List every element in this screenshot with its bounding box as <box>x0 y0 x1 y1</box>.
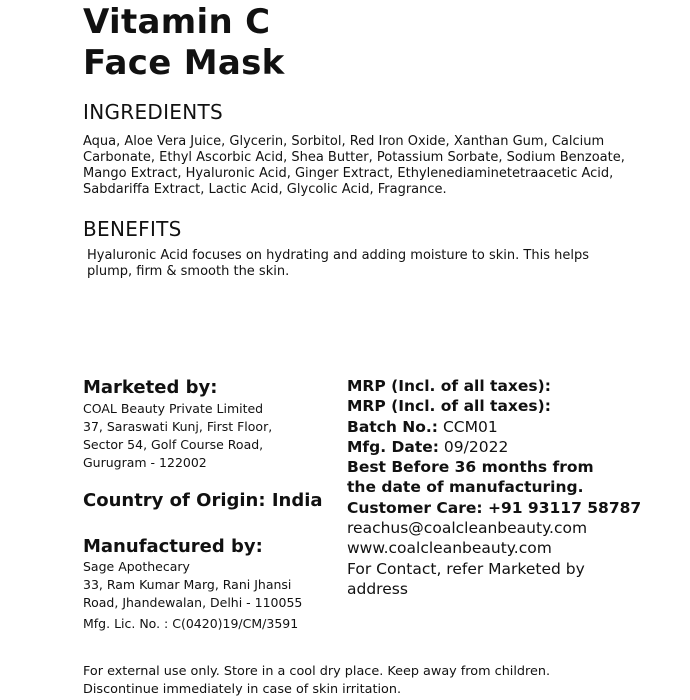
manufacturer-license: Mfg. Lic. No. : C(0420)19/CM/3591 <box>83 616 299 631</box>
customer-care: Customer Care: +91 93117 58787 <box>347 498 642 517</box>
country-of-origin: Country of Origin: India <box>83 490 323 511</box>
manufacturer-line: Road, Jhandewalan, Delhi - 110055 <box>83 595 303 610</box>
manufacturer-address <box>83 558 343 633</box>
website: www.coalcleanbeauty.com <box>347 539 552 558</box>
pricing-block <box>347 376 687 599</box>
batch-label: Batch No.: <box>347 417 439 436</box>
mfg-date <box>347 437 687 457</box>
product-title <box>83 2 285 84</box>
mrp-line: MRP (Incl. of all taxes): <box>347 377 551 395</box>
best-before-line: the date of manufacturing. <box>347 478 584 497</box>
marketer-heading: Marketed by: <box>83 377 218 398</box>
batch-number <box>347 417 687 437</box>
marketer-line: COAL Beauty Private Limited <box>83 401 264 416</box>
ingredients-heading: INGREDIENTS <box>83 100 223 124</box>
benefits-text: Hyaluronic Acid focuses on hydrating and adding moisture to skin. This helps plump, firm & smooth the skin. <box>87 248 589 279</box>
marketer-address <box>83 400 343 472</box>
manufacturer-line: 33, Ram Kumar Marg, Rani Jhansi <box>83 577 292 592</box>
title-line-2: Face Mask <box>83 43 285 83</box>
contact-note: For Contact, refer Marketed by <box>347 559 585 578</box>
marketer-line: Sector 54, Golf Course Road, <box>83 437 264 452</box>
marketer-line: 37, Saraswati Kunj, First Floor, <box>83 419 273 434</box>
mrp-line: MRP (Incl. of all taxes): <box>347 397 551 416</box>
marketer-line: Gurugram - 122002 <box>83 455 207 470</box>
mfg-label: Mfg. Date: <box>347 437 439 456</box>
manufacturer-block <box>83 536 343 633</box>
footer-line: Discontinue immediately in case of skin irritation. <box>83 682 402 697</box>
marketer-block <box>83 377 343 472</box>
contact-note: address <box>347 579 408 598</box>
manufacturer-line: Sage Apothecary <box>83 559 190 574</box>
footer-warning <box>83 663 683 699</box>
footer-line: For external use only. Store in a cool dry place. Keep away from children. <box>83 664 551 679</box>
mfg-value: 09/2022 <box>439 437 509 456</box>
title-line-1: Vitamin C <box>83 2 271 42</box>
best-before-line: Best Before 36 months from <box>347 458 594 477</box>
manufacturer-heading: Manufactured by: <box>83 536 263 557</box>
benefits-heading: BENEFITS <box>83 217 182 241</box>
ingredients-text: Aqua, Aloe Vera Juice, Glycerin, Sorbitol, Red Iron Oxide, Xanthan Gum, Calcium Carbonate, Ethyl Ascorbic Acid, Shea Butter, Potassium Sorbate, Sodium Benzoate, Mango Extract, Hyaluronic Acid, Ginger Extract, Ethylenediaminetetraacetic Acid, Sabdariffa Extract, Lactic Acid, Glycolic Acid, Fragrance. <box>83 134 625 197</box>
batch-value: CCM01 <box>438 417 498 436</box>
contact-email: reachus@coalcleanbeauty.com <box>347 519 588 538</box>
